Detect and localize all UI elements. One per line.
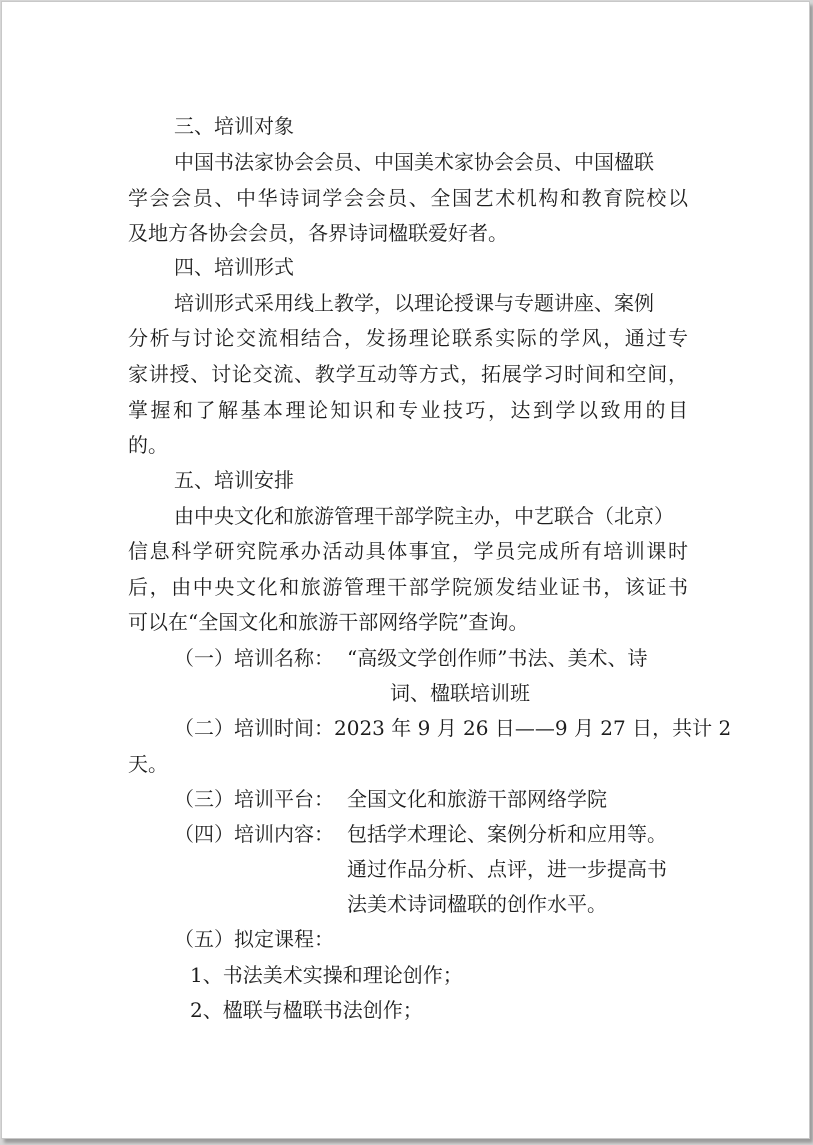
course-item: 1、书法美术实操和理论创作；	[190, 963, 463, 987]
section-heading-5: 五、培训安排	[174, 468, 294, 492]
paragraph-line: 掌握和了解基本理论知识和专业技巧，达到学以致用的目	[128, 398, 688, 422]
paragraph-line: 由中央文化和旅游管理干部学院主办，中艺联合（北京）	[174, 504, 674, 528]
paragraph-line: 学会会员、中华诗词学会会员、全国艺术机构和教育院校以	[128, 186, 688, 210]
training-time-cont: 天。	[128, 752, 168, 776]
paragraph-line: 及地方各协会会员，各界诗词楹联爱好者。	[128, 221, 508, 245]
paragraph-line: 的。	[128, 433, 168, 457]
paragraph-line: 信息科学研究院承办活动具体事宜，学员完成所有培训课时	[128, 539, 688, 563]
training-content-label: （四）培训内容：	[174, 822, 334, 846]
paragraph-line: 分析与讨论交流相结合，发扬理论联系实际的学风，通过专	[128, 326, 688, 350]
training-platform-label: （三）培训平台：	[174, 787, 334, 811]
training-time: （二）培训时间：2023 年 9 月 26 日——9 月 27 日，共计 2	[174, 716, 732, 740]
section-heading-4: 四、培训形式	[174, 255, 294, 279]
training-content-value: 包括学术理论、案例分析和应用等。	[347, 822, 667, 846]
course-item: 2、楹联与楹联书法创作；	[190, 998, 423, 1022]
paragraph-line: 家讲授、讨论交流、教学互动等方式，拓展学习时间和空间，	[128, 362, 688, 386]
paragraph-line: 可以在“全国文化和旅游干部网络学院”查询。	[128, 610, 529, 634]
paragraph-line: 中国书法家协会会员、中国美术家协会会员、中国楹联	[174, 150, 654, 174]
planned-courses-label: （五）拟定课程：	[174, 927, 334, 951]
paragraph-line: 培训形式采用线上教学，以理论授课与专题讲座、案例	[174, 291, 654, 315]
paragraph-line: 后，由中央文化和旅游管理干部学院颁发结业证书，该证书	[128, 575, 688, 599]
training-content-value-cont: 法美术诗词楹联的创作水平。	[347, 892, 607, 916]
training-name-label: （一）培训名称：	[174, 646, 334, 670]
training-name-value: “高级文学创作师”书法、美术、诗	[347, 646, 648, 670]
document-page	[1, 1, 810, 1139]
training-content-value-cont: 通过作品分析、点评，进一步提高书	[347, 857, 667, 881]
training-platform-value: 全国文化和旅游干部网络学院	[347, 787, 607, 811]
training-name-value-cont: 词、楹联培训班	[390, 681, 530, 705]
section-heading-3: 三、培训对象	[174, 114, 294, 138]
